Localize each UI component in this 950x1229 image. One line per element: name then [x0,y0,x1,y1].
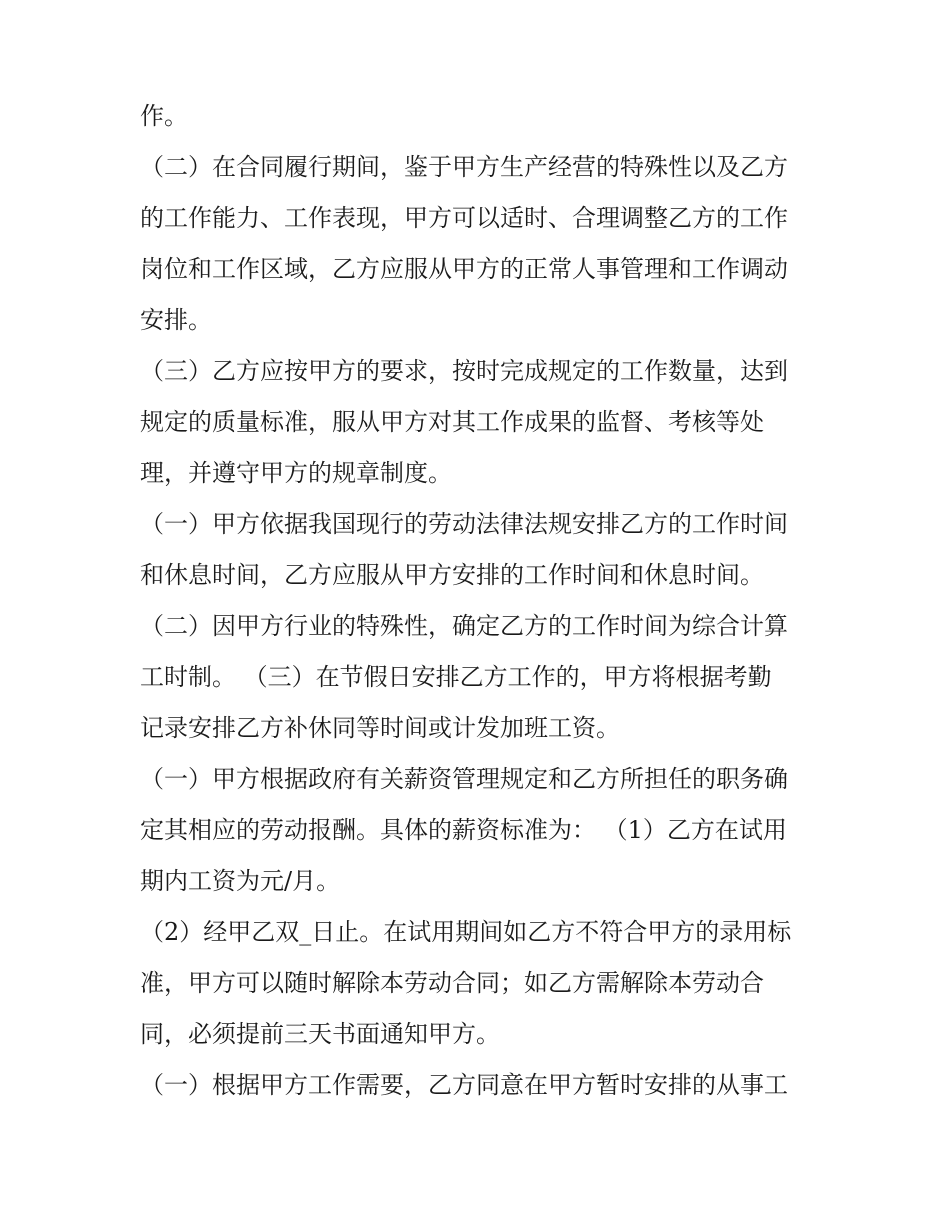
text-line: 定其相应的劳动报酬。具体的薪资标准为： （1）乙方在试用 [140,816,787,844]
text-line: 同，必须提前三天书面通知甲方。 [140,1020,500,1048]
text-line: （一）甲方依据我国现行的劳动法律法规安排乙方的工作时间 [140,510,788,538]
text-line: 工时制。 （三）在节假日安排乙方工作的，甲方将根据考勤 [140,663,772,691]
text-line: 安排。 [140,306,212,334]
text-line: 岗位和工作区域，乙方应服从甲方的正常人事管理和工作调动 [140,255,788,283]
text-line: （一）根据甲方工作需要，乙方同意在甲方暂时安排的从事工 [140,1071,788,1099]
text-line: （二）在合同履行期间，鉴于甲方生产经营的特殊性以及乙方 [140,153,788,181]
text-line: （一）甲方根据政府有关薪资管理规定和乙方所担任的职务确 [140,765,788,793]
text-line: （二）因甲方行业的特殊性，确定乙方的工作时间为综合计算 [140,612,788,640]
text-line: 作。 [140,102,188,130]
text-line: 理，并遵守甲方的规章制度。 [140,459,452,487]
text-line: 的工作能力、工作表现，甲方可以适时、合理调整乙方的工作 [140,204,788,232]
text-line: 记录安排乙方补休同等时间或计发加班工资。 [140,714,620,742]
text-line: 规定的质量标准，服从甲方对其工作成果的监督、考核等处 [140,408,764,436]
text-line: 期内工资为元/月。 [140,867,341,895]
text-line: 和休息时间，乙方应服从甲方安排的工作时间和休息时间。 [140,561,764,589]
text-line: 准，甲方可以随时解除本劳动合同；如乙方需解除本劳动合 [140,969,764,997]
text-line: （三）乙方应按甲方的要求，按时完成规定的工作数量，达到 [140,357,788,385]
text-line: （2）经甲乙双_日止。在试用期间如乙方不符合甲方的录用标 [140,918,792,946]
